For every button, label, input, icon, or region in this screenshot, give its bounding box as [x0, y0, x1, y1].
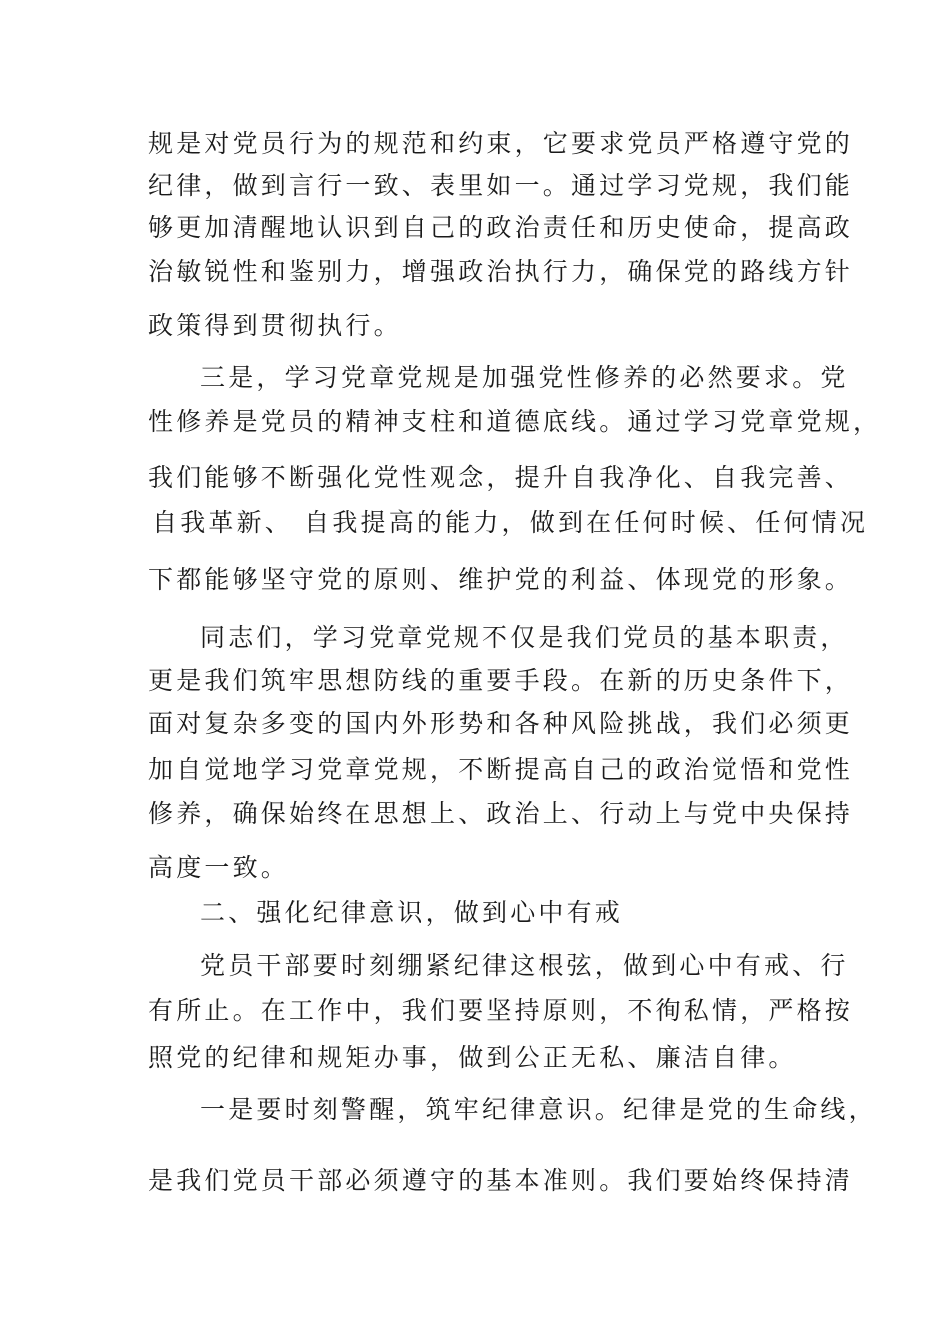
- paragraph-first-line: 同志们，学习党章党规不仅是我们党员的基本职责，: [200, 623, 849, 652]
- text-line: 有所止。在工作中，我们要坚持原则，不徇私情，严格按: [148, 996, 854, 1025]
- text-line: 规是对党员行为的规范和约束，它要求党员严格遵守党的: [148, 129, 854, 158]
- paragraph-first-line: 三是，学习党章党规是加强党性修养的必然要求。党: [200, 363, 849, 392]
- paragraph-first-line: 党员干部要时刻绷紧纪律这根弦，做到心中有戒、行: [200, 951, 849, 980]
- text-line: 修养，确保始终在思想上、政治上、行动上与党中央保持: [148, 799, 854, 828]
- text-line: 性修养是党员的精神支柱和道德底线。通过学习党章党规，: [148, 407, 882, 436]
- text-line: 治敏锐性和鉴别力，增强政治执行力，确保党的路线方针: [148, 257, 854, 286]
- text-line: 自我革新、 自我提高的能力，做到在任何时候、任何情况: [152, 508, 869, 537]
- paragraph-first-line: 一是要时刻警醒，筑牢纪律意识。纪律是党的生命线，: [200, 1095, 877, 1124]
- text-line: 面对复杂多变的国内外形势和各种风险挑战，我们必须更: [148, 709, 854, 738]
- text-line: 是我们党员干部必须遵守的基本准则。我们要始终保持清: [148, 1166, 854, 1195]
- text-line: 纪律，做到言行一致、表里如一。通过学习党规，我们能: [148, 171, 854, 200]
- text-line: 政策得到贯彻执行。: [148, 311, 402, 340]
- text-line: 更是我们筑牢思想防线的重要手段。在新的历史条件下，: [148, 666, 854, 695]
- text-line: 下都能够坚守党的原则、维护党的利益、体现党的形象。: [148, 565, 854, 594]
- text-line: 照党的纪律和规矩办事，做到公正无私、廉洁自律。: [148, 1043, 797, 1072]
- text-line: 加自觉地学习党章党规，不断提高自己的政治觉悟和党性: [148, 755, 854, 784]
- text-line: 我们能够不断强化党性观念，提升自我净化、自我完善、: [148, 463, 854, 492]
- section-heading: 二、强化纪律意识，做到心中有戒: [200, 898, 624, 927]
- text-line: 够更加清醒地认识到自己的政治责任和历史使命，提高政: [148, 213, 854, 242]
- text-line: 高度一致。: [148, 853, 290, 882]
